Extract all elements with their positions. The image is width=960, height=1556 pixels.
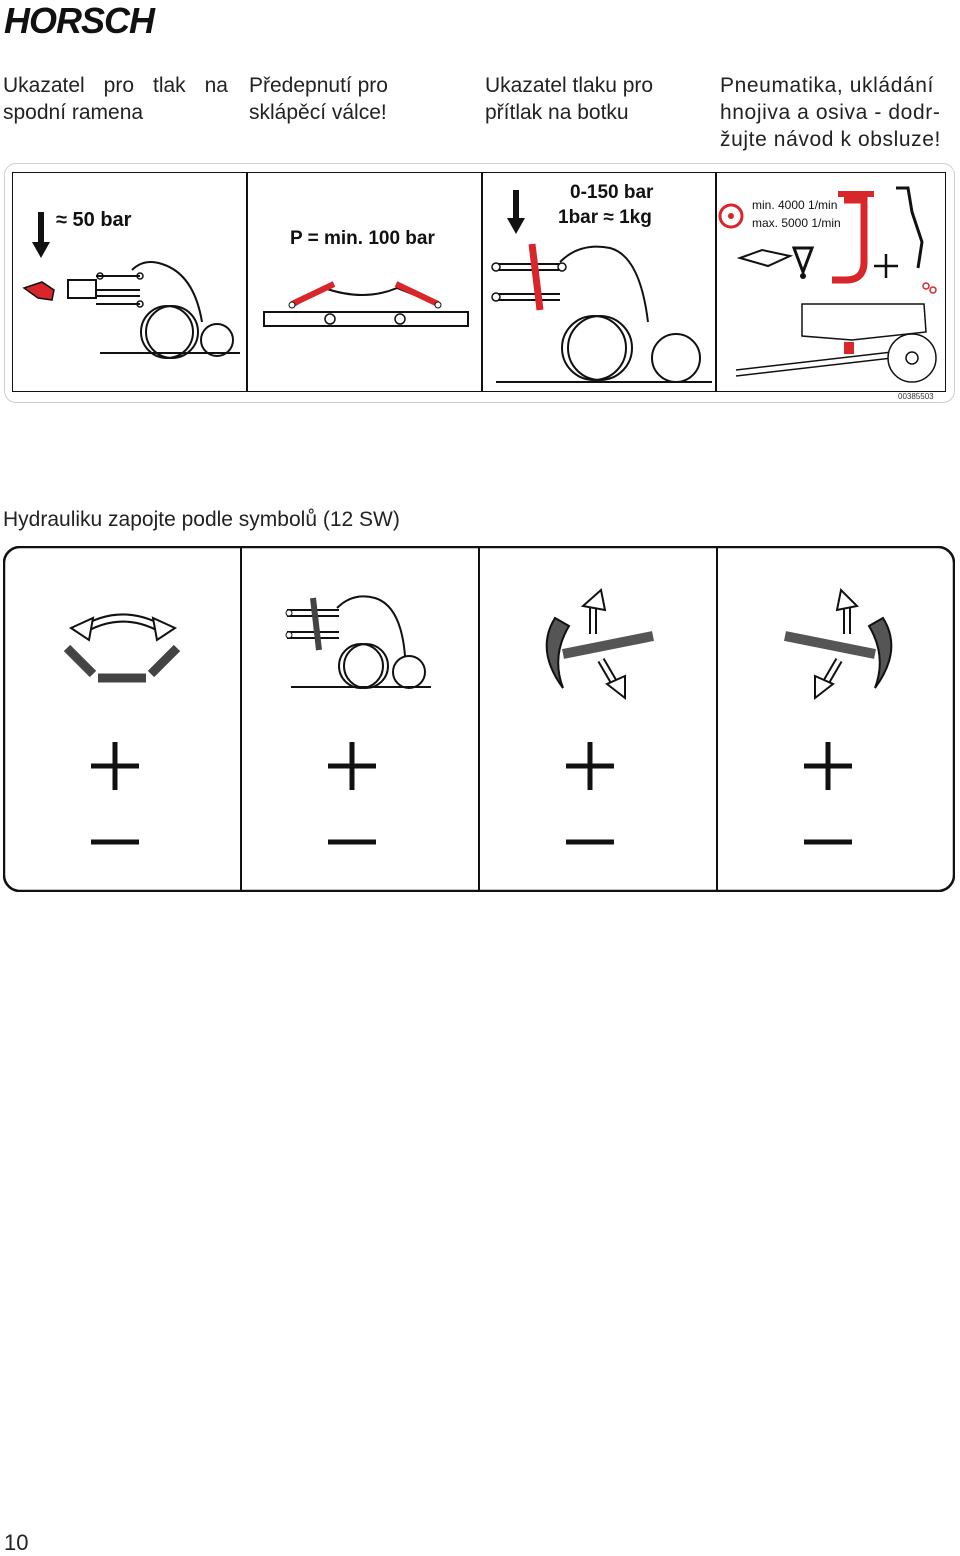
coulter-pressure-range: 0-150 bar	[570, 182, 654, 203]
marker-right-icon	[547, 590, 653, 698]
lower-arm-pressure-value: ≈ 50 bar	[56, 209, 132, 231]
seed-hose-icon	[832, 188, 936, 293]
horsch-logo: HORSCH	[4, 0, 155, 41]
caption-coulter-pressure: Ukazatel tlaku pro přítlak na botku	[485, 74, 654, 124]
hydraulics-title: Hydrauliku zapojte podle symbolů (12 SW)	[3, 508, 400, 531]
fold-wings-icon	[67, 618, 177, 678]
manual-warning-icon	[740, 248, 812, 279]
seeder-side-icon	[736, 304, 936, 382]
plus-icon	[804, 742, 852, 790]
sticker-part-number: 00385503	[898, 392, 934, 401]
hydraulics-symbol-panel	[3, 546, 955, 892]
fan-speed-min: min. 4000 1/min	[752, 198, 838, 212]
plus-icon	[91, 742, 139, 790]
press-roller-icon	[286, 596, 431, 688]
fan-speed-icon	[720, 205, 742, 227]
caption-pneumatics: Pneumatika, ukládání hnojiva a osiva - dodr- žujte návod k obsluze!	[720, 74, 941, 151]
caption-lower-arm-pressure: Ukazatel pro tlak na spodní ramena	[3, 74, 228, 124]
coulter-pressure-conversion: 1bar ≈ 1kg	[558, 207, 652, 228]
lower-arm-pressure-icon	[24, 212, 240, 358]
caption-fold-cylinder-preload: Předepnutí pro sklápěcí válce!	[249, 74, 388, 124]
fan-speed-max: max. 5000 1/min	[752, 216, 841, 230]
marker-left-icon	[785, 590, 891, 698]
page-number: 10	[4, 1530, 29, 1555]
fold-cylinder-pressure-value: P = min. 100 bar	[290, 228, 435, 249]
plus-minus-symbols	[91, 742, 852, 842]
plus-icon	[566, 742, 614, 790]
plus-icon	[328, 742, 376, 790]
fold-cylinder-icon	[264, 284, 468, 326]
